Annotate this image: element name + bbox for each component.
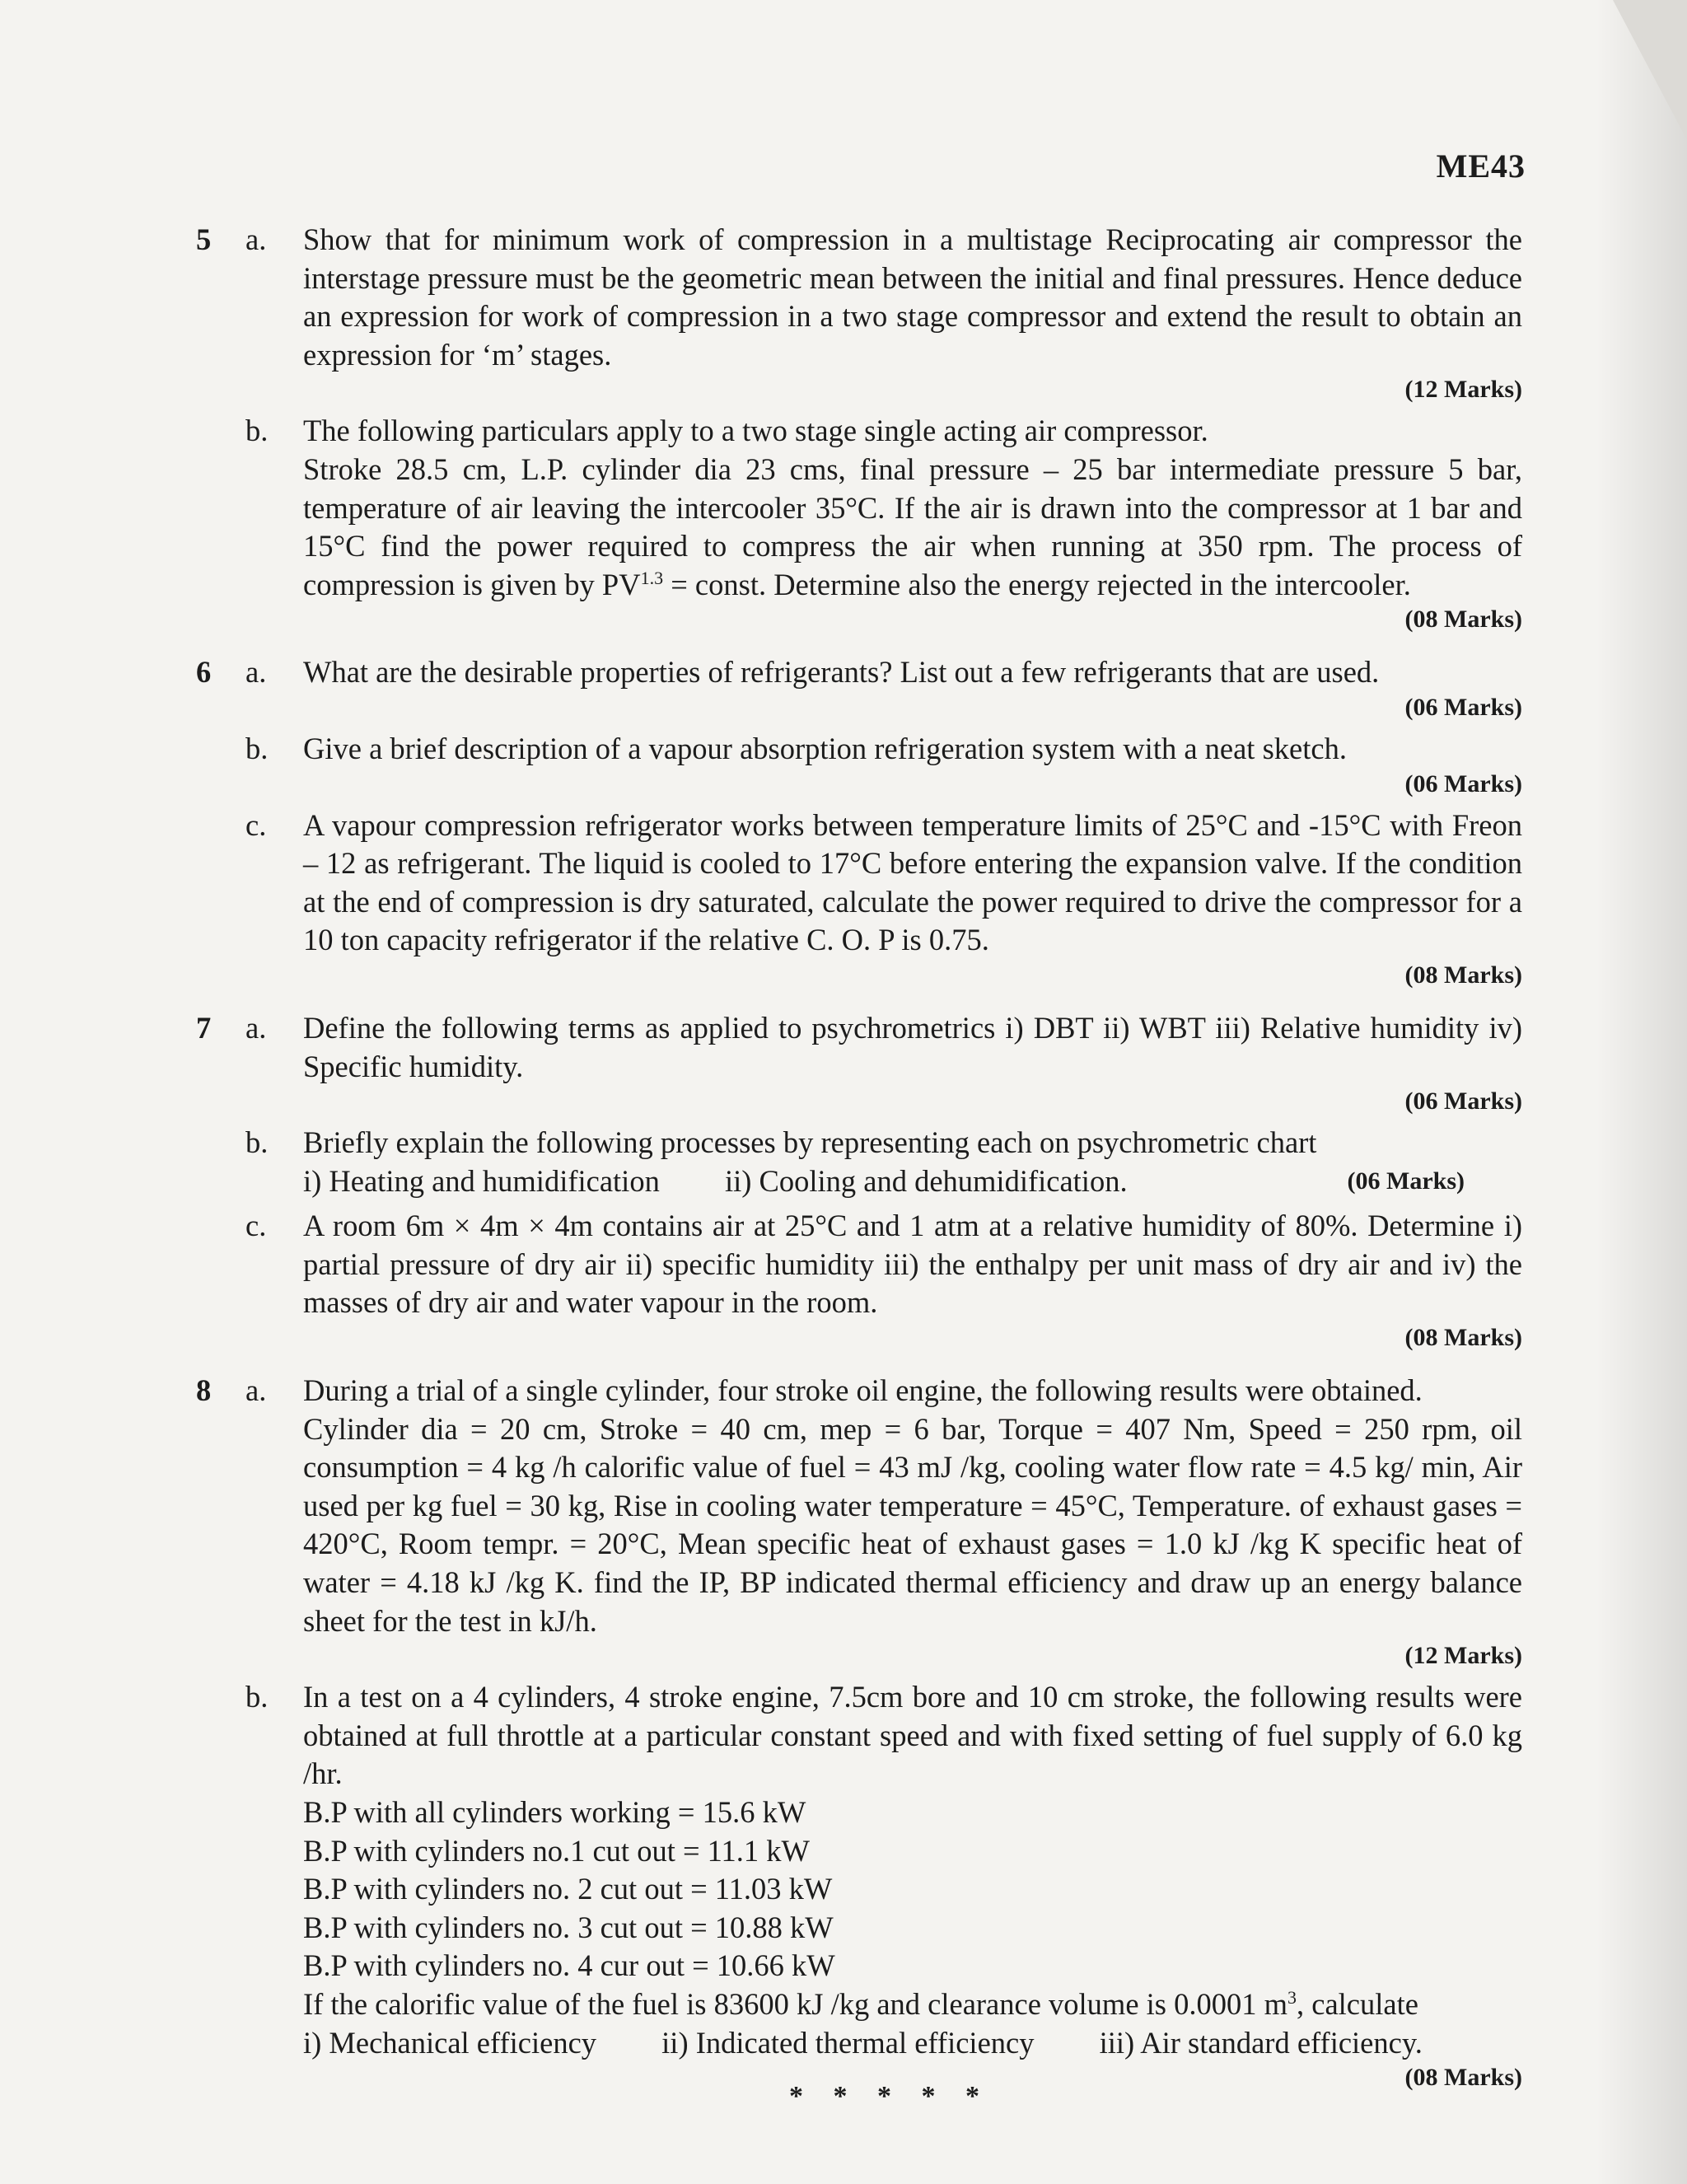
marks: (08 Marks) <box>1404 1324 1522 1352</box>
question-5a <box>186 221 1522 405</box>
question-7a <box>186 1009 1522 1117</box>
part-label: c. <box>245 807 267 842</box>
calculation-prompt <box>303 1985 1522 2024</box>
sub-part: ii) Indicated thermal efficiency <box>661 2025 1035 2060</box>
part-label: a. <box>245 222 267 256</box>
question-text: A vapour compression refrigerator works between temperature limits of 25°C and -15°C with Freon – 12 as refrigerant. The liquid is cooled to 17°C before entering the expansion valve. If the condition at the end of compression is dry saturated, calculate the power required to drive the compressor for a 10 ton capacity refrigerator if the relative C. O. P is 0.75. <box>303 807 1522 957</box>
marks: (08 Marks) <box>1404 606 1522 634</box>
question-number: 7 <box>196 1010 212 1045</box>
question-8b <box>186 1678 1522 2093</box>
question-number: 8 <box>196 1373 212 1408</box>
part-label: b. <box>245 1680 269 1714</box>
question-8a <box>186 1372 1522 1672</box>
question-text: What are the desirable properties of refrigerants? List out a few refrigerants that are used. <box>303 655 1380 690</box>
question-text: During a trial of a single cylinder, four stroke oil engine, the following results were obtained. <box>303 1373 1423 1408</box>
marks: (08 Marks) <box>1404 961 1522 989</box>
paper-code: ME43 <box>1436 147 1526 185</box>
marks: (06 Marks) <box>1404 693 1522 721</box>
sub-part: i) Heating and humidification <box>303 1163 660 1198</box>
part-label: b. <box>245 1125 269 1160</box>
text-segment: Stroke 28.5 cm, L.P. cylinder dia 23 cms, final pressure – 25 bar intermediate pressure 5 bar, temperature of air leaving the intercooler 35°C. If the air is drawn into the compressor at 1 bar and 15°C find the power required to compress the air when running at 350 rpm. The process of compression is given by PV <box>303 451 1522 601</box>
result-line: B.P with cylinders no. 2 cut out = 11.03 kW <box>303 1872 833 1906</box>
question-7 <box>186 1009 1522 1354</box>
question-text-detail <box>303 451 1522 604</box>
marks: (12 Marks) <box>1404 1642 1522 1670</box>
sub-parts <box>303 2024 1522 2063</box>
page-edge-shadow <box>1596 0 1687 2184</box>
exponent: 3 <box>1287 1986 1297 2008</box>
question-content <box>186 221 1522 2112</box>
question-number: 5 <box>196 222 212 256</box>
result-line: B.P with cylinders no.1 cut out = 11.1 kW <box>303 1833 811 1868</box>
question-text: Briefly explain the following processes by representing each on psychrometric chart <box>303 1125 1317 1160</box>
question-6a <box>186 653 1522 723</box>
text-segment: If the calorific value of the fuel is 83600 kJ /kg and clearance volume is 0.0001 m <box>303 1986 1288 2021</box>
part-label: c. <box>245 1209 267 1243</box>
question-text: The following particulars apply to a two stage single acting air compressor. <box>303 414 1208 448</box>
question-5b <box>186 412 1522 635</box>
question-text-detail: Cylinder dia = 20 cm, Stroke = 40 cm, mep = 6 bar, Torque = 407 Nm, Speed = 250 rpm, oil consumption = 4 kg /h calorific value of fuel = 43 mJ /kg, cooling water flow rate = 4.5 kg/ min, Air used per kg fuel = 30 kg, Rise in cooling water temperature = 45°C, Temperature. of exhaust gases = 420°C, Room tempr. = 20°C, Mean specific heat of exhaust gases = 1.0 kJ /kg K specific heat of water = 4.18 kJ /kg K. find the IP, BP indicated thermal efficiency and draw up an energy balance sheet for the test in kJ/h. <box>303 1411 1522 1638</box>
result-line: B.P with all cylinders working = 15.6 kW <box>303 1795 806 1829</box>
question-6b <box>186 730 1522 800</box>
part-label: a. <box>245 655 267 690</box>
question-6 <box>186 653 1522 991</box>
question-text: In a test on a 4 cylinders, 4 stroke engine, 7.5cm bore and 10 cm stroke, the following results were obtained at full throttle at a particular constant speed and with fixed setting of fuel supply of 6.0 kg /hr. <box>303 1680 1522 1791</box>
question-text: Define the following terms as applied to psychrometrics i) DBT ii) WBT iii) Relative humidity iv) Specific humidity. <box>303 1010 1522 1083</box>
question-8 <box>186 1372 1522 2093</box>
question-6c <box>186 807 1522 991</box>
marks: (06 Marks) <box>1404 1087 1522 1115</box>
question-7b <box>186 1124 1522 1200</box>
end-marker: * * * * * <box>789 2081 991 2112</box>
folded-corner <box>1613 0 1687 140</box>
result-line: B.P with cylinders no. 4 cur out = 10.66 kW <box>303 1948 835 1983</box>
question-text: A room 6m × 4m × 4m contains air at 25°C and 1 atm at a relative humidity of 80%. Determine i) partial pressure of dry air ii) specific humidity iii) the enthalpy per unit mass of dry air and iv) the masses of dry air and water vapour in the room. <box>303 1209 1522 1320</box>
question-text: Give a brief description of a vapour absorption refrigeration system with a neat sketch. <box>303 731 1347 765</box>
result-line: B.P with cylinders no. 3 cut out = 10.88 kW <box>303 1910 834 1944</box>
part-label: b. <box>245 414 269 448</box>
part-label: a. <box>245 1373 267 1408</box>
question-7c <box>186 1207 1522 1354</box>
question-text: Show that for minimum work of compression in a multistage Reciprocating air compressor the interstage pressure must be the geometric mean between the initial and final pressures. Hence deduce an expression for work of compression in a two stage compressor and extend the result to obtain an expression for ‘m’ stages. <box>303 222 1522 372</box>
marks: (06 Marks) <box>1404 769 1522 797</box>
sub-part: i) Mechanical efficiency <box>303 2025 597 2060</box>
sub-part: ii) Cooling and dehumidification. <box>724 1163 1128 1198</box>
sub-parts <box>303 1162 1522 1201</box>
sub-part: iii) Air standard efficiency. <box>1099 2025 1423 2060</box>
part-label: b. <box>245 731 269 765</box>
question-5 <box>186 221 1522 635</box>
part-label: a. <box>245 1010 267 1045</box>
question-number: 6 <box>196 655 212 690</box>
text-segment: = const. Determine also the energy rejected in the intercooler. <box>663 567 1411 601</box>
marks: (12 Marks) <box>1404 376 1522 404</box>
exponent: 1.3 <box>640 567 664 588</box>
text-segment: , calculate <box>1297 1986 1418 2021</box>
marks: (08 Marks) <box>1404 2064 1522 2092</box>
marks: (06 Marks) <box>1347 1167 1465 1195</box>
